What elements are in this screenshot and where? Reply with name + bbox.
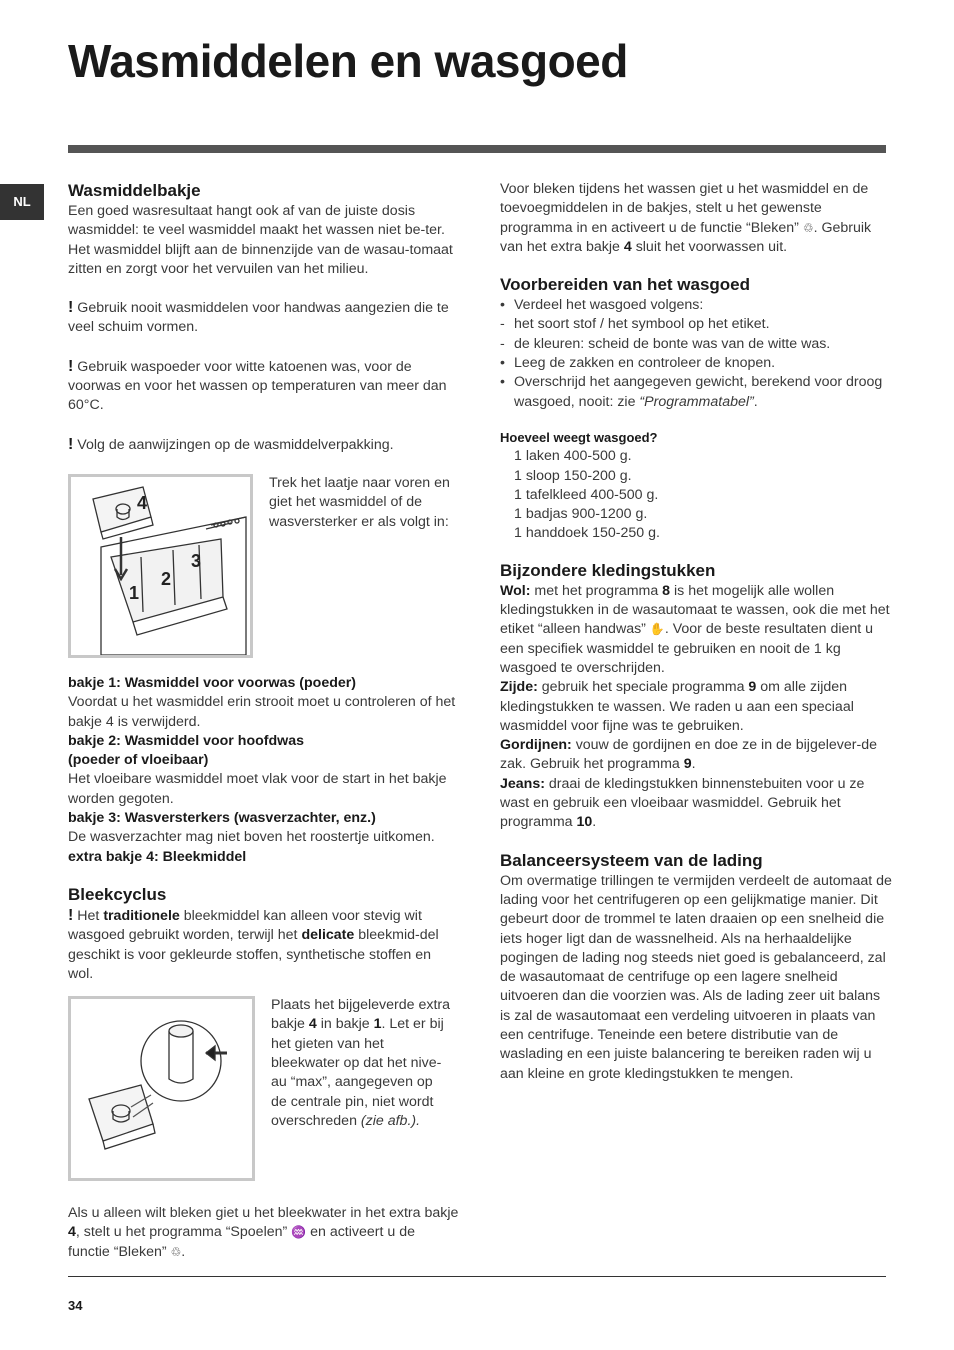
bleach-figure-text: Plaats het bijgeleverde extra bakje 4 in bakje 1. Let er bij het gieten van het bleekwater op dat het nive-au “max”, aangegeven op de centrale pin, niet wordt overschreden (zie afb.). [271,997,451,1129]
list-item: • Verdeel het wasgoed volgens: [500,297,704,314]
bleach-cup-icon [71,999,252,1178]
language-tab: NL [0,184,44,220]
section-heading-prepare: Voorbereiden van het wasgoed [500,275,751,295]
section-heading-special: Bijzondere kledingstukken [500,560,716,580]
list-item: 1 tafelkleed 400-500 g. [514,486,659,503]
list-item: 1 sloop 150-200 g. [514,467,632,484]
bleach-symbol-icon: ♲ [802,220,814,235]
warning-packaging: ! Volg de aanwijzingen op de wasmiddelverpakking. [68,435,394,453]
list-item: 1 handdoek 150-250 g. [514,525,660,542]
list-item: • Leeg de zakken en controleer de knopen. [500,355,776,372]
bleach-illustration [68,996,255,1181]
section-heading-bleach: Bleekcyclus [68,884,167,904]
page-number: 34 [68,1298,83,1313]
detergent-drawer-icon [71,477,250,655]
weight-heading: Hoeveel weegt wasgoed? [500,429,658,445]
svg-text:4: 4 [137,492,148,513]
special-wol: Wol: met het programma 8 is het mogelijk alle wollen kledingstukken in de wasautomaat te wassen, ook die met het etiket “alleen handwas” ✋. Voor de beste resultaten dient u een specifiek wasmiddel te gebruiken en nooit de 1 kg wasgoed te overschrijden. [500,582,890,676]
list-item: - de kleuren: scheid de bonte was van de witte was. [500,335,831,352]
prepare-list [500,296,892,412]
warning-handwash: ! Gebruik nooit wasmiddelen voor handwas aangezien die te veel schuim vormen. [68,299,449,336]
title-divider [68,145,886,153]
drawer-figure-text: Trek het laatje naar voren en giet het wasmiddel of de wasversterker er als volgt in: [269,474,450,530]
special-jeans: Jeans: draai de kledingstukken binnenstebuiten voor u ze wast en gebruik een vloeibaar wasmiddel. Gebruik het programma 10. [500,775,865,831]
right-column [500,180,892,1084]
drawer-illustration [68,474,253,658]
balance-text: Om overmatige trillingen te vermijden verdeelt de automaat de lading voor het centrifugeren op een gelijkmatige manier. Dit gebeurt door de trommel te laten draaien op een snelheid die iets hoger ligt dan de wassnelheid. Als na herhaaldelijke pogingen de lading nog steeds niet goed is gebalanceerd, zal de wasautomaat de centrifuge op een lagere snelheid uitvoeren dan die voorzien was. Als de lading zeer uit balans is zal de wasautomaat een verdeling uitvoeren in plaats van een centrifuge. Teneinde een betere distributie van de waslading en een juiste balancering te bereiken raden wij u aan kleine en grote kledingstukken te mengen. [500,872,892,1082]
bakje3-title: bakje 3: Wasversterkers (wasverzachter, enz.) [68,810,376,827]
footer-divider [68,1276,886,1277]
bleach-figure-row [68,986,460,1181]
warning-powder: ! Gebruik waspoeder voor witte katoenen was, voor de voorwas en voor het wassen op temperaturen van meer dan 60°C. [68,357,447,414]
drawer-intro: Een goed wasresultaat hangt ook af van de juiste dosis wasmiddel: te veel wasmiddel maakt het wassen niet be-ter. Het wasmiddel blijft aan de binnenzijde van de wasau-tomaat zitten en zorgt voor het vervuilen van het milieu. [68,203,453,277]
bakje1-title: bakje 1: Wasmiddel voor voorwas (poeder) [68,674,357,691]
bleach-only-text: Als u alleen wilt bleken giet u het bleekwater in het extra bakje 4, stelt u het programma “Spoelen” ♒ en activeert u de functie “Bleken” ♲. [68,1204,460,1262]
section-heading-detergent-drawer: Wasmiddelbakje [68,181,201,200]
weight-list [500,447,892,543]
warning-icon: ! [68,435,74,453]
handwash-symbol-icon: ✋ [649,622,665,637]
warning-icon: ! [68,906,74,924]
section-heading-balance: Balanceersysteem van de lading [500,850,763,870]
bakje2-title: bakje 2: Wasmiddel voor hoofdwas (poeder of vloeibaar) [68,732,304,769]
warning-icon: ! [68,357,74,375]
left-column [68,180,460,1262]
list-item: 1 laken 400-500 g. [514,448,632,465]
rinse-symbol-icon: ♒ [291,1225,307,1240]
drawer-figure-row [68,474,460,658]
list-item: - het soort stof / het symbool op het etiket. [500,316,770,333]
warning-icon: ! [68,299,74,317]
special-zijde: Zijde: gebruik het speciale programma 9 om alle zijden kledingstukken te wassen. We raden u aan een speciaal wasmiddel voor fijne was te gebruiken. [500,679,854,734]
svg-text:3: 3 [191,550,202,571]
list-item: 1 badjas 900-1200 g. [514,506,648,523]
bakje1-text: Voordat u het wasmiddel erin strooit moet u controleren of het bakje 4 is verwijderd. [68,694,456,730]
list-item: • Overschrijd het aangegeven gewicht, berekend voor droog wasgoed, nooit: zie “Programmatabel”. [500,374,883,410]
svg-text:1: 1 [129,582,140,603]
svg-text:2: 2 [161,568,172,589]
bakje4-title: extra bakje 4: Bleekmiddel [68,848,247,865]
bleach-symbol-icon: ♲ [170,1244,182,1259]
bakje2-text: Het vloeibare wasmiddel moet vlak voor de start in het bakje worden gegoten. [68,771,447,807]
special-gordijnen: Gordijnen: vouw de gordijnen en doe ze in de bijgelever-de zak. Gebruik het programma 9. [500,737,877,773]
page-title: Wasmiddelen en wasgoed [68,35,628,87]
bakje3-text: De wasverzachter mag niet boven het roostertje uitkomen. [68,829,435,846]
bleach-intro: ! Het traditionele bleekmiddel kan alleen voor stevig wit wasgoed gebruikt worden, terwijl het delicate bleekmid-del geschikt is voor gekleurde stoffen, synthetische stoffen en wol. [68,906,439,982]
bleach-during-wash: Voor bleken tijdens het wassen giet u het wasmiddel en de toevoegmiddelen in de bakjes, stelt u het gewenste programma in en activeert u de functie “Bleken” ♲. Gebruik van het extra bakje 4 sluit het voorwassen uit. [500,181,872,255]
